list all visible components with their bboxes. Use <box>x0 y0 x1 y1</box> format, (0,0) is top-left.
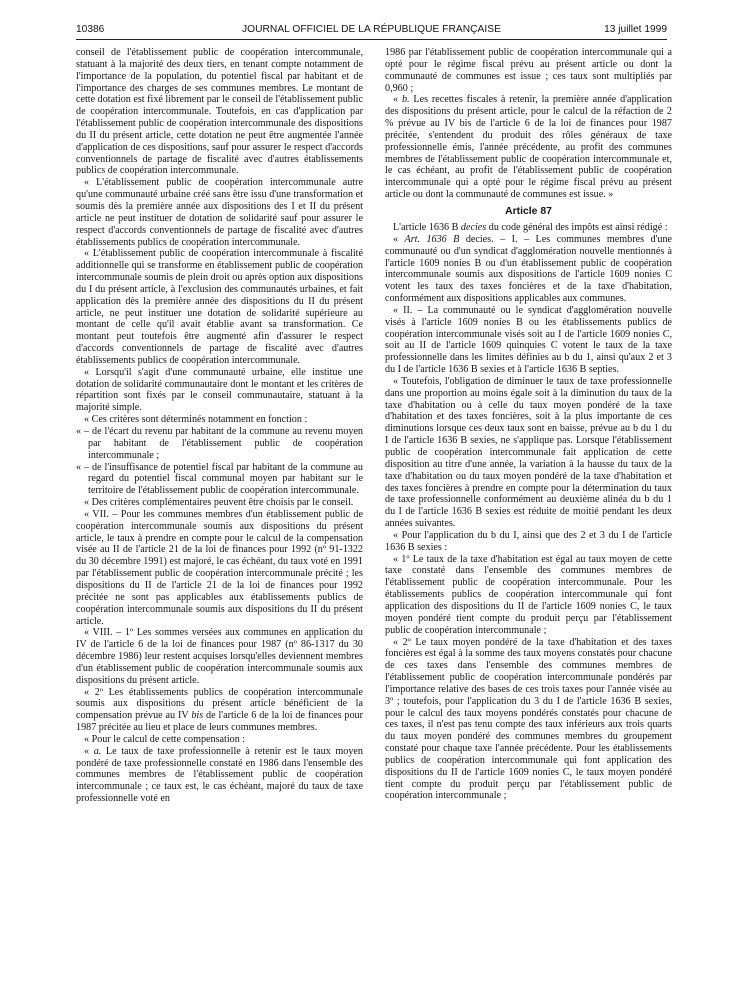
text-run: « 2º Les établissements publics de coopération intercommunale soumis aux dispositions du présent article bénéficient de la compensation prévue au IV <box>76 686 363 722</box>
header-rule <box>76 39 667 40</box>
text-run: decies. – I. – Les communes membres d'une communauté ou d'un syndicat d'agglomération nouvelle mentionnés à l'article 1609 nonies B ou d'un établissement public de coopération intercommunale soumis aux dispositions de l'article 1609 nonies C votent les taux des taxes foncières et de la taxe d'habitation, conformément aux dispositions applicables aux communes. <box>385 233 673 305</box>
page-number: 10386 <box>76 24 105 35</box>
paragraph <box>385 222 672 234</box>
paragraph: 1986 par l'établissement public de coopération intercommunale qui a opté pour le régime fiscal prévu au présent article ou dont la communauté de communes est issue ; ces taux sont multipliés par 0,960 ; <box>385 47 672 94</box>
list-item: « – de l'écart du revenu par habitant de la commune au revenu moyen par habitant de l'établissement public de coopération intercommunale ; <box>76 426 363 461</box>
italic-text: Art. 1636 B <box>404 233 460 245</box>
text-run: de l'article 6 de la loi de finances pour 1987 précitée au lieu et place de leurs communes membres. <box>76 710 363 734</box>
paragraph: « VII. – Pour les communes membres d'un établissement public de coopération intercommunale soumis aux dispositions du présent article, le taux à prendre en compte pour le calcul de la compensation visée au II de l'article 21 de la loi de finances pour 1992 (nº 91-1322 du 30 décembre 1991) est majoré, le cas échéant, du taux voté en 1991 par l'établissement public de coopération intercommunale précité ; les dispositions du II de l'article 21 de la loi de finances pour 1992 précitée ne sont pas applicables aux établissements publics de coopération intercommunale soumis aux dispositions du II du présent article. <box>76 508 363 627</box>
list-item: « – de l'insuffisance de potentiel fiscal par habitant de la commune au regard du potentiel fiscal communal moyen par habitant sur le territoire de l'établissement public de coopération intercommunale. <box>76 461 363 497</box>
right-column <box>385 47 672 802</box>
text-run: « <box>393 233 405 245</box>
paragraph: « L'établissement public de coopération intercommunale à fiscalité additionnelle qui se transforme en établissement public de coopération intercommunale soumis de plein droit ou après option aux dispositions du I du présent article, à l'exclusion des communautés urbaines, et fait application dès la première année des dispositions du II du présent article, ne peut instituer une dotation de solidarité supérieure au montant de celle qu'il avait établie avant sa transformation. Ce montant peut toutefois être augmenté afin d'assurer le respect d'accords conventionnels de partage de fiscalité avec d'autres établissements publics de coopération intercommunale. <box>76 248 363 366</box>
paragraph: « II. – La communauté ou le syndicat d'agglomération nouvelle visés à l'article 1609 nonies B ou les établissements publics de coopération intercommunale visés soit au I de l'article 1609 nonies C, soit au II de l'article 1609 quinquies C votent le taux de la taxe professionnelle dans les limites définies au b du 1, ainsi qu'aux 2 et 3 du I de l'article 1636 B sexies et à l'article 1636 B septies. <box>385 304 672 376</box>
paragraph: « Lorsqu'il s'agit d'une communauté urbaine, elle institue une dotation de solidarité communautaire dont le montant et les critères de répartition sont fixés par le conseil communautaire, statuant à la majorité simple. <box>76 366 363 414</box>
paragraph <box>76 687 363 734</box>
paragraph: « Pour le calcul de cette compensation : <box>84 733 246 745</box>
paragraph: « 1º Le taux de la taxe d'habitation est égal au taux moyen de cette taxe constaté dans l'ensemble des communes membres de l'établissement public de coopération intercommunale. Pour les établissements publics de coopération intercommunale qui font application des dispositions du II de l'article 1609 nonies C, le taux moyen pondéré tient compte du produit perçu par l'établissement public de coopération intercommunale ; <box>385 553 672 636</box>
paragraph: « VIII. – 1º Les sommes versées aux communes en application du IV de l'article 6 de la loi de finances pour 1987 (nº 86-1317 du 30 décembre 1986) leur restent acquises lorsqu'elles deviennent membres d'un établissement public de coopération intercommunale soumis aux dispositions du présent article. <box>76 627 363 686</box>
publication-date: 13 juillet 1999 <box>604 24 667 35</box>
paragraph: « L'établissement public de coopération intercommunale autre qu'une communauté urbaine créé sans être issu d'une transformation et soumis dès la première année aux dispositions des I et II du présent article ne peut instituer de dotation de solidarité sauf pour assurer le respect d'accords conventionnels de partage de fiscalité avec d'autres établissements publics de coopération intercommunale. <box>76 177 363 248</box>
text-run: L'article 1636 B <box>393 221 461 233</box>
text-run: Le taux de taxe professionnelle à retenir est le taux moyen pondéré de taxe professionnelle constaté en 1986 dans l'ensemble des communes membres de l'établissement public de coopération intercommunale ; ce taux est, le cas échéant, majoré du taux de taxe professionnelle voté en <box>76 745 363 805</box>
article-heading: Article 87 <box>505 205 552 217</box>
text-run: « <box>393 94 402 106</box>
italic-text: decies <box>460 221 487 233</box>
paragraph <box>385 94 672 201</box>
paragraph: « Des critères complémentaires peuvent être choisis par le conseil. <box>84 497 354 509</box>
paragraph: « Ces critères sont déterminés notamment en fonction : <box>84 414 308 426</box>
journal-title: JOURNAL OFFICIEL DE LA RÉPUBLIQUE FRANÇAISE <box>242 24 501 35</box>
paragraph <box>385 234 672 305</box>
italic-text: bis <box>191 710 204 722</box>
page-header <box>76 24 667 40</box>
paragraph: « Pour l'application du b du I, ainsi que des 2 et 3 du I de l'article 1636 B sexies : <box>385 529 672 553</box>
italic-text: a. <box>93 745 102 757</box>
italic-text: b. <box>401 94 410 106</box>
text-run: « <box>84 745 94 757</box>
paragraph: « 2º Le taux moyen pondéré de la taxe d'habitation et des taxes foncières est égal à la somme des taux moyens constatés pour chacune de ces taxes dans l'ensemble des communes membres de l'établissement public de coopération intercommunale pondérés par l'importance relative des bases de ces trois taxes pour l'année visée au 3º ; toutefois, pour l'application du 3 du I de l'article 1636 B sexies, pour le calcul des taux moyens pondérés constatés pour chacune de ces taxes, il n'est pas tenu compte des taux inférieurs aux trois quarts du taux moyen pondéré des communes membres du groupement constaté pour chaque taxe l'année précédente. Pour les établissements publics de coopération intercommunale qui font application des dispositions du II de l'article 1609 nonies C, le taux moyen pondéré tient compte du produit perçu par l'établissement public de coopération intercommunale ; <box>385 636 672 802</box>
left-column <box>76 47 363 805</box>
text-run: Les recettes fiscales à retenir, la première année d'application des dispositions du présent article, pour le calcul de la réfaction de 2 % prévue au IV bis de l'article 6 de la loi de finances pour 1987 précitée, s'entendent du produit des rôles généraux de taxe professionnelle émis, l'année précédente, au profit des communes membres de l'établissement public de coopération intercommunale et, le cas échéant, au profit de l'établissement public de coopération intercommunale qui a opté pour le régime fiscal prévu au présent article ou dont la communauté de communes est issue. » <box>385 94 673 201</box>
paragraph: « Toutefois, l'obligation de diminuer le taux de taxe professionnelle dans une proportion au moins égale soit à la diminution du taux de la taxe d'habitation ou à celle du taux moyen pondéré de la taxe d'habitation et des taxes foncières, soit à la plus importante de ces diminutions lorsque ces deux taux sont en baisse, prévue au b du 1 du I de l'article 1636 B sexies, ne s'applique pas. Lorsque l'établissement public de coopération intercommunale fait application de cette disposition au titre d'une année, la variation à la hausse du taux de la taxe d'habitation ou du taux moyen pondéré de la taxe d'habitation et des taxes foncières à prendre en compte pour la détermination du taux de taxe professionnelle conformément au deuxième alinéa du b du 1 du I de l'article 1636 B sexies est réduite de moitié pendant les deux années suivantes. <box>385 375 672 530</box>
text-run: du code général des impôts est ainsi rédigé : <box>486 221 668 233</box>
paragraph <box>76 746 363 805</box>
paragraph: conseil de l'établissement public de coopération intercommunale, statuant à la majorité des deux tiers, en tenant compte notamment de l'importance de la population, du potentiel fiscal par habitant et de l'importance des charges de ses communes membres. Le montant de cette dotation est fixé librement par le conseil de l'établissement public de coopération intercommunale. Toutefois, en cas d'application par l'établissement public de coopération intercommunale des dispositions du II du présent article, cette dotation ne peut être augmentée l'année d'application de ces dispositions, sauf pour assurer le respect d'accords conventionnels de partage de fiscalité avec d'autres établissements publics de coopération intercommunale. <box>76 47 363 177</box>
